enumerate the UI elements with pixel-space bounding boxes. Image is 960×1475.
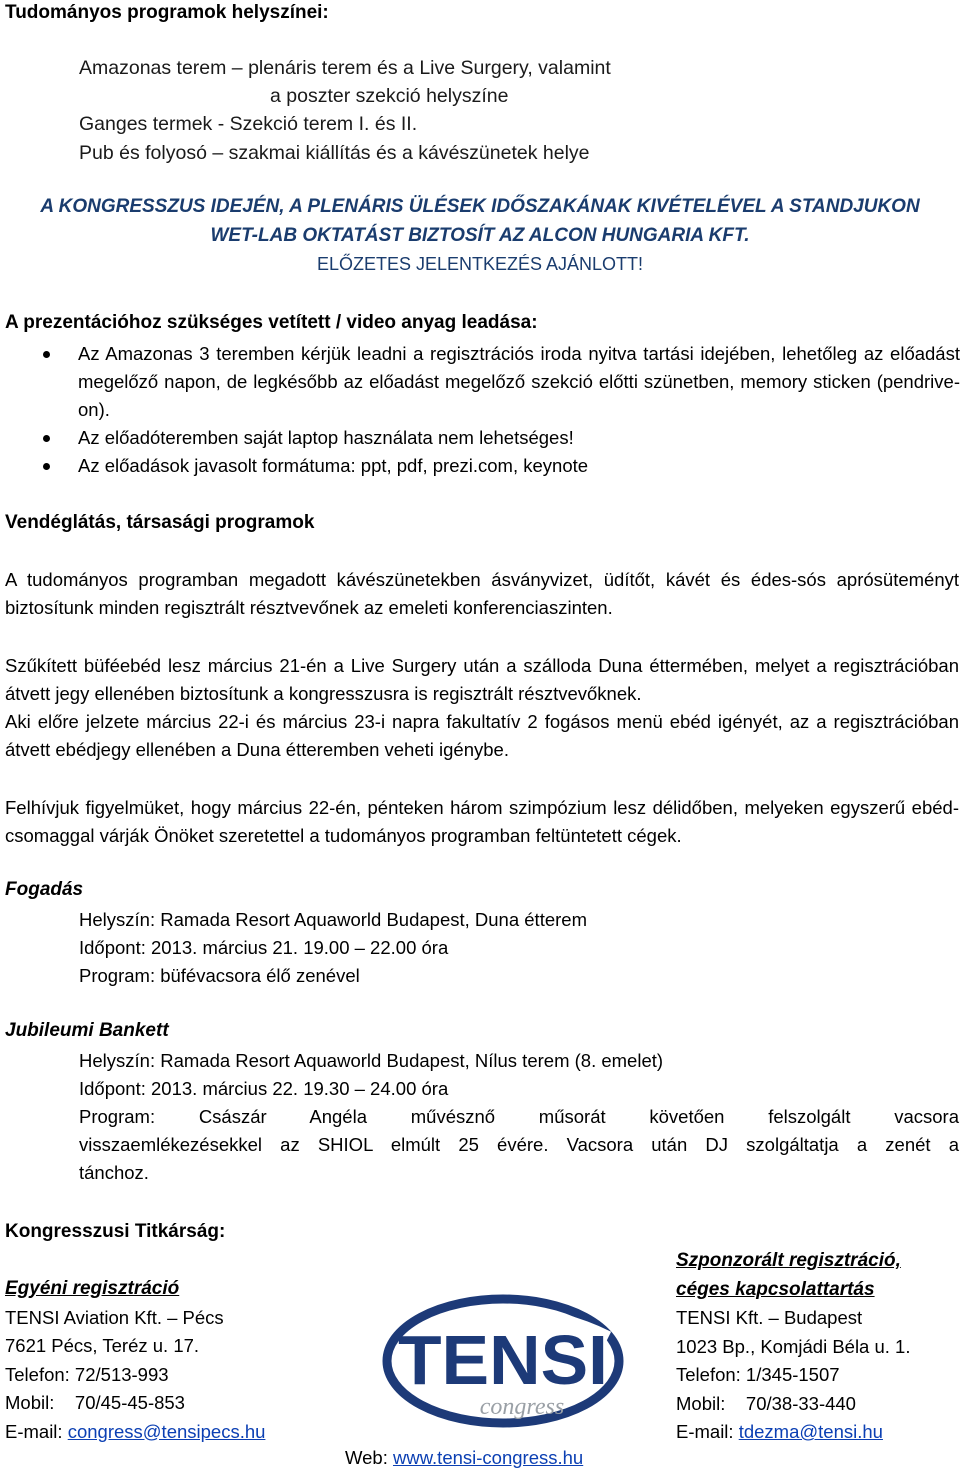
presentation-bullet-3: Az előadások javasolt formátuma: ppt, pdf, prezi.com, keynote <box>30 452 960 480</box>
sponsored-heading-2: céges kapcsolattartás <box>676 1278 875 1300</box>
presentation-bullet-2: Az előadóteremben saját laptop használata nem lehetséges! <box>30 424 960 452</box>
sponsored-mobile: Mobil: 70/38-33-440 <box>676 1392 856 1414</box>
reception-time: Időpont: 2013. március 21. 19.00 – 22.00 óra <box>79 937 449 958</box>
bullet-icon <box>43 351 50 358</box>
banquet-place: Helyszín: Ramada Resort Aquaworld Budapest, Nílus terem (8. emelet) <box>79 1050 664 1071</box>
catering-paragraph-3: Felhívjuk figyelmüket, hogy március 22-én, pénteken három szimpózium lesz délidőben, melyeken egyszerű ebéd-csomaggal várják Önöket szeretettel a tudományos programban feltüntetett cégek. <box>5 797 959 846</box>
individual-company: TENSI Aviation Kft. – Pécs <box>5 1306 224 1328</box>
contact-individual <box>5 1275 265 1446</box>
web-link[interactable]: www.tensi-congress.hu <box>392 1447 584 1468</box>
sponsored-address: 1023 Bp., Komjádi Béla u. 1. <box>676 1335 911 1357</box>
alert-line-2: WET-LAB OKTATÁST BIZTOSÍT AZ ALCON HUNGARIA KFT. <box>210 225 750 246</box>
alert-line-3: ELŐZETES JELENTKEZÉS AJÁNLOTT! <box>316 254 644 274</box>
presentation-bullet-list <box>30 340 960 480</box>
contact-sponsored <box>676 1247 910 1447</box>
reception-place: Helyszín: Ramada Resort Aquaworld Budapest, Duna étterem <box>79 909 587 930</box>
sponsored-company: TENSI Kft. – Budapest <box>676 1307 863 1328</box>
tensi-congress-logo <box>372 1266 634 1441</box>
sponsored-phone: Telefon: 1/345-1507 <box>676 1364 840 1385</box>
individual-phone: Telefon: 72/513-993 <box>5 1363 169 1385</box>
reception-program: Program: büfévacsora élő zenével <box>79 965 360 986</box>
banquet-time: Időpont: 2013. március 22. 19.30 – 24.00 óra <box>79 1078 449 1099</box>
reception-details <box>79 906 959 990</box>
individual-email-row: E-mail: congress@tensipecs.hu <box>5 1420 266 1442</box>
alert-line-1: A KONGRESSZUS IDEJÉN, A PLENÁRIS ÜLÉSEK IDŐSZAKÁNAK KIVÉTELÉVEL A STANDJUKON <box>40 196 920 217</box>
banquet-program-line-3: tánchoz. <box>79 1162 149 1183</box>
bullet-icon <box>43 463 50 470</box>
sponsored-heading-1: Szponzorált regisztráció, <box>676 1250 901 1271</box>
catering-paragraph-2a: Szűkített büféebéd lesz március 21-én a Live Surgery után a szálloda Duna éttermében, melyet a regisztrációban átvett jegy ellenében biztosítunk a kongresszusra is regisztrált résztvevőknek. <box>5 655 959 704</box>
sponsored-email-link[interactable]: tdezma@tensi.hu <box>738 1421 883 1442</box>
reception-title: Fogadás <box>5 879 84 900</box>
logo-sub: congress <box>479 1394 565 1420</box>
web-row: Web: www.tensi-congress.hu <box>345 1447 584 1468</box>
presentation-title: A prezentációhoz szükséges vetített / video anyag leadása: <box>5 312 538 333</box>
banquet-program-line-1: Program: Császár Angéla művésznő műsorát követően felszolgált vacsora <box>79 1106 959 1127</box>
individual-address: 7621 Pécs, Teréz u. 17. <box>5 1335 200 1356</box>
banquet-details <box>79 1047 959 1187</box>
logo-graphic <box>372 1266 634 1441</box>
bullet-icon <box>43 435 50 442</box>
venue-line-3: Ganges termek - Szekció terem I. és II. <box>79 113 418 135</box>
venue-line-4: Pub és folyosó – szakmai kiállítás és a kávészünetek helye <box>79 142 590 164</box>
banquet-program-line-2: visszaemlékezésekkel az SHIOL elmúlt 25 évére. Vacsora után DJ szolgáltatja a zenét a <box>79 1134 959 1155</box>
presentation-bullet-1: Az Amazonas 3 teremben kérjük leadni a regisztrációs iroda nyitva tartási idejében, lehetőleg az előadást megelőző napon, de legkésőbb az előadást megelőző szekció előtti szünetben, memory sticken (pendrive-on). <box>30 340 960 424</box>
banquet-title: Jubileumi Bankett <box>5 1020 169 1041</box>
secretariat-title: Kongresszusi Titkárság: <box>5 1221 226 1242</box>
logo-brand: TENSI <box>398 1321 608 1399</box>
catering-paragraph-1: A tudományos programban megadott kávészünetekben ásványvizet, üdítőt, kávét és édes-sós aprósüteményt biztosítunk minden regisztrált résztvevőnek az emeleti konferenciaszinten. <box>5 569 959 618</box>
individual-email-link[interactable]: congress@tensipecs.hu <box>67 1420 266 1442</box>
individual-mobile: Mobil: 70/45-45-853 <box>5 1392 185 1413</box>
venues-title: Tudományos programok helyszínei: <box>5 2 329 23</box>
venue-line-1: Amazonas terem – plenáris terem és a Live Surgery, valamint <box>79 57 611 79</box>
catering-paragraph-2b: Aki előre jelzete március 22-i és március 23-i napra fakultatív 2 fogásos menü ebéd igényét, az a regisztrációban átvett ebédjegy ellenében a Duna étteremben veheti igénybe. <box>5 711 959 760</box>
catering-title: Vendéglátás, társasági programok <box>5 512 315 533</box>
venue-line-2: a poszter szekció helyszíne <box>270 85 509 107</box>
individual-heading: Egyéni regisztráció <box>5 1278 180 1299</box>
sponsored-email-row: E-mail: tdezma@tensi.hu <box>676 1421 883 1442</box>
